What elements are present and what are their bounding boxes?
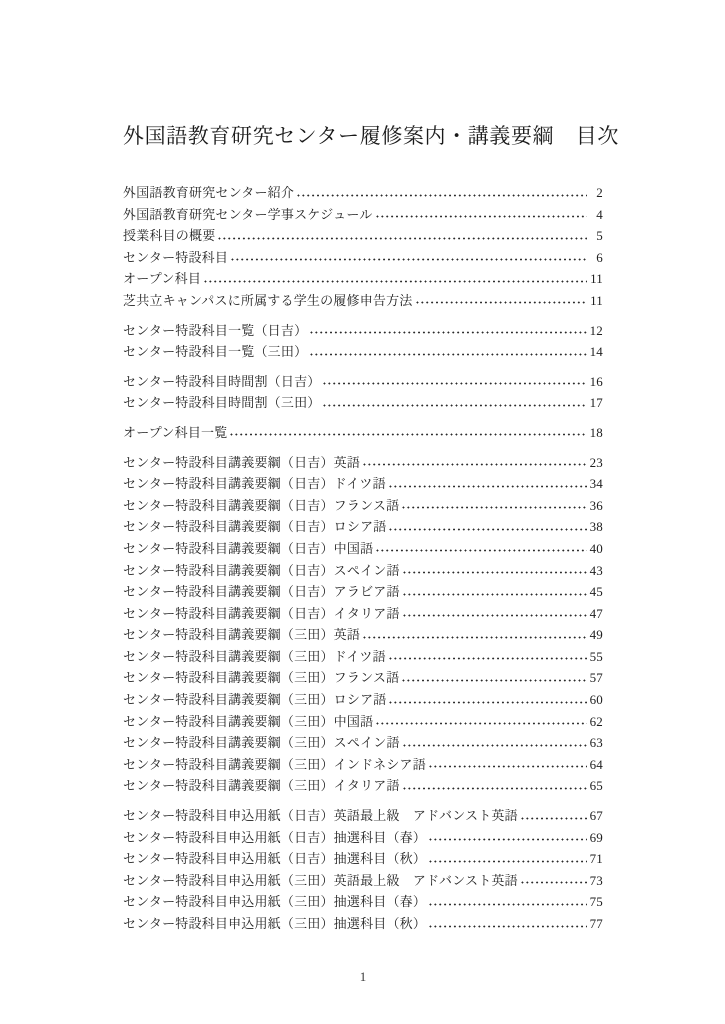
toc-leader-dots: [520, 870, 587, 892]
toc-entry-page: 38: [589, 519, 603, 535]
toc-leader-dots: [375, 711, 587, 733]
toc-entry-label: センター特設科目講義要綱（三田）フランス語: [123, 670, 400, 686]
toc-entry-label: センター特設科目時間割（三田）: [123, 395, 321, 411]
toc-entry-page: 49: [589, 627, 603, 643]
table-of-contents: [123, 182, 603, 935]
toc-entry-page: 77: [589, 916, 603, 931]
toc-entry-label: センター特設科目講義要綱（日吉）アラビア語: [123, 584, 400, 600]
toc-entry: [123, 204, 603, 226]
toc-entry: [123, 870, 603, 892]
toc-leader-dots: [203, 268, 587, 290]
toc-entry-label: センター特設科目: [123, 249, 229, 265]
toc-entry: [123, 805, 603, 827]
toc-entry: [123, 290, 603, 312]
toc-entry: [123, 371, 603, 393]
toc-entry: [123, 848, 603, 870]
toc-entry: [123, 341, 603, 363]
toc-leader-dots: [402, 775, 587, 797]
toc-entry-label: オープン科目一覧: [123, 424, 228, 440]
toc-section: [123, 805, 603, 935]
toc-entry-label: センター特設科目講義要綱（三田）中国語: [123, 713, 374, 729]
toc-entry-page: 36: [589, 497, 603, 513]
toc-entry-page: 65: [589, 778, 603, 794]
toc-entry-page: 40: [589, 540, 603, 556]
toc-entry: [123, 581, 603, 603]
toc-leader-dots: [388, 516, 587, 538]
toc-leader-dots: [229, 422, 587, 444]
toc-entry: [123, 711, 603, 733]
toc-leader-dots: [309, 320, 587, 342]
toc-leader-dots: [388, 646, 587, 668]
toc-entry-label: センター特設科目講義要綱（日吉）中国語: [123, 540, 374, 556]
toc-entry-label: 外国語教育研究センター紹介: [123, 185, 295, 200]
toc-entry: [123, 473, 603, 495]
toc-entry-page: 69: [589, 829, 603, 845]
toc-entry-label: センター特設科目申込用紙（三田）抽選科目（春）: [123, 894, 427, 910]
toc-leader-dots: [428, 913, 587, 935]
toc-entry: [123, 538, 603, 560]
toc-entry: [123, 689, 603, 711]
toc-entry: [123, 182, 603, 204]
toc-section: [123, 320, 603, 363]
toc-entry: [123, 392, 603, 414]
toc-entry: [123, 268, 603, 290]
toc-entry-page: 6: [596, 249, 603, 265]
toc-entry: [123, 891, 603, 913]
toc-entry: [123, 603, 603, 625]
toc-entry-page: 67: [589, 808, 603, 824]
toc-entry: [123, 624, 603, 646]
toc-leader-dots: [402, 560, 587, 582]
toc-entry-page: 47: [589, 605, 603, 621]
toc-entry-label: センター特設科目申込用紙（三田）英語最上級 アドバンスト英語: [123, 872, 518, 888]
toc-section: [123, 371, 603, 414]
toc-section: [123, 422, 603, 444]
toc-leader-dots: [401, 667, 587, 689]
toc-entry-label: センター特設科目講義要綱（三田）英語: [123, 627, 361, 643]
toc-entry-label: センター特設科目講義要綱（日吉）イタリア語: [123, 605, 400, 621]
page-number: 1: [359, 969, 367, 984]
toc-entry-page: 43: [589, 562, 603, 578]
toc-entry: [123, 422, 603, 444]
toc-entry: [123, 225, 603, 247]
toc-entry: [123, 732, 603, 754]
toc-leader-dots: [362, 624, 587, 646]
toc-leader-dots: [322, 371, 587, 393]
toc-entry-page: 57: [589, 670, 603, 686]
toc-leader-dots: [520, 805, 587, 827]
toc-entry-label: 芝共立キャンパスに所属する学生の履修申告方法: [123, 292, 413, 308]
toc-entry-page: 71: [589, 851, 603, 867]
toc-entry-page: 34: [589, 476, 603, 492]
toc-leader-dots: [388, 473, 587, 495]
page-title: 外国語教育研究センター履修案内・講義要綱 目次: [123, 124, 619, 148]
toc-entry-page: 63: [589, 735, 603, 751]
toc-entry-label: センター特設科目申込用紙（日吉）抽選科目（秋）: [123, 851, 427, 867]
toc-leader-dots: [362, 452, 587, 474]
toc-leader-dots: [388, 689, 587, 711]
toc-leader-dots: [217, 225, 587, 247]
toc-entry-label: オープン科目: [123, 271, 202, 287]
toc-entry-page: 2: [596, 185, 603, 200]
toc-entry: [123, 913, 603, 935]
toc-entry-label: センター特設科目講義要綱（日吉）フランス語: [123, 497, 400, 513]
toc-entry-label: センター特設科目申込用紙（三田）抽選科目（秋）: [123, 916, 427, 931]
toc-leader-dots: [428, 848, 587, 870]
toc-entry-page: 18: [589, 424, 603, 440]
toc-entry-page: 11: [590, 292, 603, 308]
toc-leader-dots: [322, 392, 587, 414]
toc-entry-label: センター特設科目講義要綱（三田）ロシア語: [123, 692, 387, 708]
toc-entry-page: 16: [589, 373, 603, 389]
toc-entry-label: 授業科目の概要: [123, 228, 216, 244]
toc-entry-page: 4: [596, 206, 603, 222]
toc-entry-label: センター特設科目講義要綱（三田）ドイツ語: [123, 648, 386, 664]
toc-entry-page: 17: [589, 395, 603, 411]
toc-leader-dots: [375, 538, 587, 560]
toc-entry-label: センター特設科目講義要綱（三田）スペイン語: [123, 735, 400, 751]
toc-leader-dots: [428, 754, 587, 776]
toc-leader-dots: [402, 603, 587, 625]
toc-entry-page: 12: [589, 322, 603, 338]
toc-entry-label: センター特設科目一覧（三田）: [123, 344, 308, 360]
toc-entry-label: センター特設科目講義要綱（日吉）ドイツ語: [123, 476, 386, 492]
toc-entry: [123, 320, 603, 342]
toc-entry: [123, 452, 603, 474]
toc-entry-page: 45: [589, 584, 603, 600]
toc-entry-label: センター特設科目講義要綱（日吉）英語: [123, 454, 361, 470]
toc-leader-dots: [428, 827, 587, 849]
toc-entry: [123, 754, 603, 776]
toc-entry-label: センター特設科目講義要綱（日吉）スペイン語: [123, 562, 400, 578]
toc-entry-page: 62: [589, 713, 603, 729]
toc-entry-page: 64: [589, 756, 603, 772]
toc-entry: [123, 560, 603, 582]
toc-leader-dots: [402, 581, 587, 603]
toc-entry-label: センター特設科目講義要綱（三田）インドネシア語: [123, 756, 426, 772]
toc-entry-label: 外国語教育研究センター学事スケジュール: [123, 206, 373, 222]
toc-section: [123, 182, 603, 312]
toc-leader-dots: [230, 247, 587, 269]
toc-entry-page: 5: [596, 228, 603, 244]
toc-entry-page: 60: [589, 692, 603, 708]
toc-leader-dots: [401, 495, 587, 517]
toc-entry-page: 73: [589, 872, 603, 888]
toc-leader-dots: [296, 182, 587, 204]
toc-entry-label: センター特設科目申込用紙（日吉）英語最上級 アドバンスト英語: [123, 808, 518, 824]
toc-entry: [123, 827, 603, 849]
toc-entry-label: センター特設科目一覧（日吉）: [123, 322, 308, 338]
toc-entry-label: センター特設科目時間割（日吉）: [123, 373, 321, 389]
toc-entry: [123, 516, 603, 538]
toc-entry-page: 55: [589, 648, 603, 664]
toc-entry: [123, 775, 603, 797]
toc-entry: [123, 667, 603, 689]
toc-entry-label: センター特設科目申込用紙（日吉）抽選科目（春）: [123, 829, 427, 845]
toc-entry: [123, 247, 603, 269]
toc-entry-label: センター特設科目講義要綱（日吉）ロシア語: [123, 519, 387, 535]
toc-entry-page: 14: [589, 344, 603, 360]
toc-entry-page: 23: [589, 454, 603, 470]
toc-leader-dots: [402, 732, 587, 754]
toc-leader-dots: [415, 290, 588, 312]
toc-leader-dots: [309, 341, 587, 363]
toc-entry-page: 75: [589, 894, 603, 910]
toc-entry-label: センター特設科目講義要綱（三田）イタリア語: [123, 778, 400, 794]
toc-leader-dots: [428, 891, 587, 913]
toc-section: [123, 452, 603, 798]
toc-entry-page: 11: [590, 271, 603, 287]
toc-leader-dots: [375, 204, 587, 226]
toc-entry: [123, 646, 603, 668]
toc-entry: [123, 495, 603, 517]
